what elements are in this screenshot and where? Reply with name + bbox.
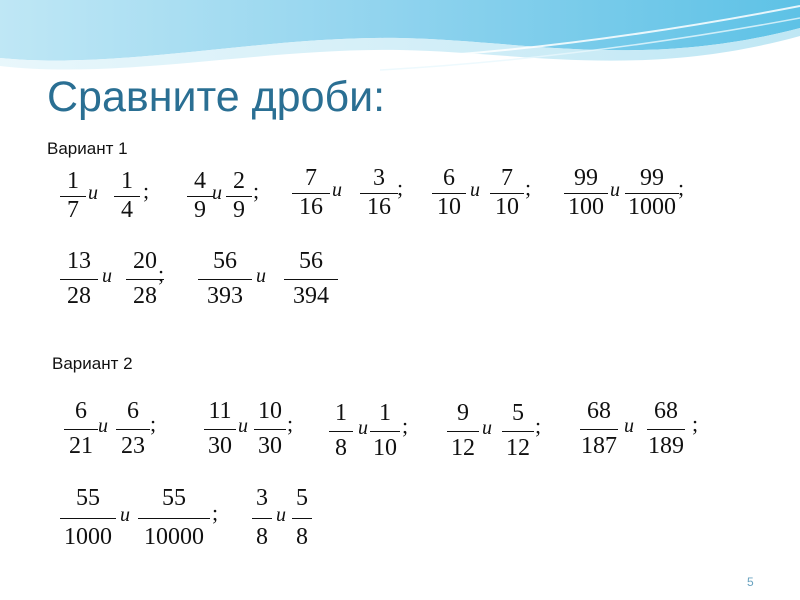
fraction-numerator: 3 (373, 165, 385, 191)
variant2-pair-4-first-fraction (445, 400, 481, 462)
fraction-numerator: 5 (296, 485, 308, 511)
fraction-bar (198, 279, 252, 280)
variant1-pair-2-first-fraction (185, 168, 215, 224)
fraction-denominator: 8 (256, 524, 268, 550)
variant2-pair-2-second-fraction (252, 398, 288, 460)
fraction-numerator: 13 (67, 248, 91, 274)
fraction-denominator: 7 (67, 197, 79, 223)
fraction-bar (138, 518, 210, 519)
semicolon-separator: ; (150, 411, 157, 436)
conjunction-and: и (88, 182, 98, 204)
conjunction-and: и (238, 415, 248, 437)
variant2-pair-1-first-fraction (62, 398, 100, 460)
variant2-pair-5-second-fraction (645, 398, 687, 460)
fraction-numerator: 7 (501, 165, 513, 191)
conjunction-and: и (276, 504, 286, 526)
fraction-denominator: 187 (581, 433, 617, 459)
conjunction-and: и (470, 179, 480, 201)
variant2-pair-2-first-fraction (202, 398, 238, 460)
fraction-numerator: 1 (335, 400, 347, 426)
conjunction-and: и (358, 417, 368, 439)
fraction-denominator: 28 (133, 283, 157, 309)
fraction-bar (254, 429, 286, 430)
fraction-bar (60, 518, 116, 519)
fraction-numerator: 5 (512, 400, 524, 426)
page-number: 5 (747, 575, 754, 589)
fraction-denominator: 9 (194, 197, 206, 223)
variant1-pair-4-second-fraction (488, 165, 526, 221)
fraction-denominator: 189 (648, 433, 684, 459)
semicolon-separator: ; (402, 413, 409, 438)
semicolon-separator: ; (525, 175, 532, 200)
fraction-numerator: 68 (654, 398, 678, 424)
fraction-bar (252, 518, 272, 519)
fraction-denominator: 8 (296, 524, 308, 550)
fraction-denominator: 4 (121, 197, 133, 223)
variant1-pair-7-first-fraction (196, 248, 254, 310)
variant1-pair-6-first-fraction (58, 248, 100, 310)
fraction-numerator: 99 (640, 165, 664, 191)
fraction-bar (204, 429, 236, 430)
fraction-denominator: 16 (299, 194, 323, 220)
fraction-denominator: 8 (335, 435, 347, 461)
fraction-denominator: 30 (258, 433, 282, 459)
conjunction-and: и (120, 504, 130, 526)
variant1-pair-1-second-fraction (112, 168, 142, 224)
fraction-denominator: 9 (233, 197, 245, 223)
semicolon-separator: ; (212, 500, 219, 525)
conjunction-and: и (482, 417, 492, 439)
fraction-bar (292, 518, 312, 519)
variant1-pair-3-second-fraction (358, 165, 400, 221)
semicolon-separator: ; (397, 175, 404, 200)
conjunction-and: и (610, 179, 620, 201)
fraction-denominator: 100 (568, 194, 604, 220)
fraction-denominator: 12 (451, 435, 475, 461)
semicolon-separator: ; (287, 411, 294, 436)
fraction-numerator: 55 (76, 485, 100, 511)
conjunction-and: и (332, 179, 342, 201)
fraction-denominator: 394 (293, 283, 329, 309)
fraction-denominator: 393 (207, 283, 243, 309)
fraction-numerator: 56 (299, 248, 323, 274)
fraction-numerator: 20 (133, 248, 157, 274)
fraction-bar (580, 429, 618, 430)
fraction-bar (60, 279, 98, 280)
fraction-numerator: 68 (587, 398, 611, 424)
variant1-pair-7-second-fraction (282, 248, 340, 310)
fraction-bar (502, 431, 534, 432)
fraction-numerator: 99 (574, 165, 598, 191)
fraction-numerator: 1 (121, 168, 133, 194)
fraction-bar (447, 431, 479, 432)
fraction-numerator: 6 (443, 165, 455, 191)
semicolon-separator: ; (253, 178, 260, 203)
variant1-pair-5-second-fraction (623, 165, 681, 221)
variant1-pair-4-first-fraction (430, 165, 468, 221)
conjunction-and: и (256, 265, 266, 287)
conjunction-and: и (102, 265, 112, 287)
fraction-denominator: 10 (437, 194, 461, 220)
semicolon-separator: ; (158, 261, 165, 286)
conjunction-and: и (212, 182, 222, 204)
semicolon-separator: ; (678, 175, 685, 200)
fraction-denominator: 1000 (628, 194, 676, 220)
fraction-denominator: 30 (208, 433, 232, 459)
variant2-pair-6-second-fraction (136, 485, 212, 551)
fraction-bar (647, 429, 685, 430)
fraction-bar (370, 431, 400, 432)
fraction-numerator: 11 (208, 398, 232, 424)
fraction-denominator: 10 (495, 194, 519, 220)
variant1-pair-1-first-fraction (58, 168, 88, 224)
variant2-pair-4-second-fraction (500, 400, 536, 462)
variant2-pair-1-second-fraction (114, 398, 152, 460)
fraction-numerator: 3 (256, 485, 268, 511)
fraction-numerator: 6 (75, 398, 87, 424)
fraction-denominator: 10 (373, 435, 397, 461)
fraction-denominator: 21 (69, 433, 93, 459)
variant2-pair-3-first-fraction (327, 400, 355, 462)
fraction-numerator: 10 (258, 398, 282, 424)
slide-title: Сравните дроби: (47, 73, 386, 121)
variant1-pair-2-second-fraction (224, 168, 254, 224)
variant2-pair-5-first-fraction (578, 398, 620, 460)
variant2-pair-6-first-fraction (58, 485, 118, 551)
semicolon-separator: ; (143, 178, 150, 203)
fraction-denominator: 12 (506, 435, 530, 461)
variant2-pair-3-second-fraction (368, 400, 402, 462)
conjunction-and: и (98, 415, 108, 437)
variant-2-label: Вариант 2 (52, 354, 133, 373)
fraction-denominator: 23 (121, 433, 145, 459)
fraction-numerator: 6 (127, 398, 139, 424)
fraction-bar (64, 429, 98, 430)
fraction-numerator: 9 (457, 400, 469, 426)
variant1-pair-3-first-fraction (290, 165, 332, 221)
fraction-numerator: 7 (305, 165, 317, 191)
fraction-bar (329, 431, 353, 432)
semicolon-separator: ; (692, 411, 699, 436)
fraction-denominator: 28 (67, 283, 91, 309)
fraction-bar (116, 429, 150, 430)
fraction-numerator: 55 (162, 485, 186, 511)
variant2-pair-7-first-fraction (250, 485, 274, 551)
fraction-numerator: 2 (233, 168, 245, 194)
fraction-numerator: 56 (213, 248, 237, 274)
fraction-denominator: 10000 (144, 524, 204, 550)
fraction-numerator: 1 (67, 168, 79, 194)
semicolon-separator: ; (535, 413, 542, 438)
fraction-numerator: 1 (379, 400, 391, 426)
variant2-pair-7-second-fraction (290, 485, 314, 551)
fraction-denominator: 1000 (64, 524, 112, 550)
fraction-bar (284, 279, 338, 280)
conjunction-and: и (624, 415, 634, 437)
fraction-numerator: 4 (194, 168, 206, 194)
variant-1-label: Вариант 1 (47, 139, 128, 158)
fraction-denominator: 16 (367, 194, 391, 220)
variant1-pair-5-first-fraction (562, 165, 610, 221)
